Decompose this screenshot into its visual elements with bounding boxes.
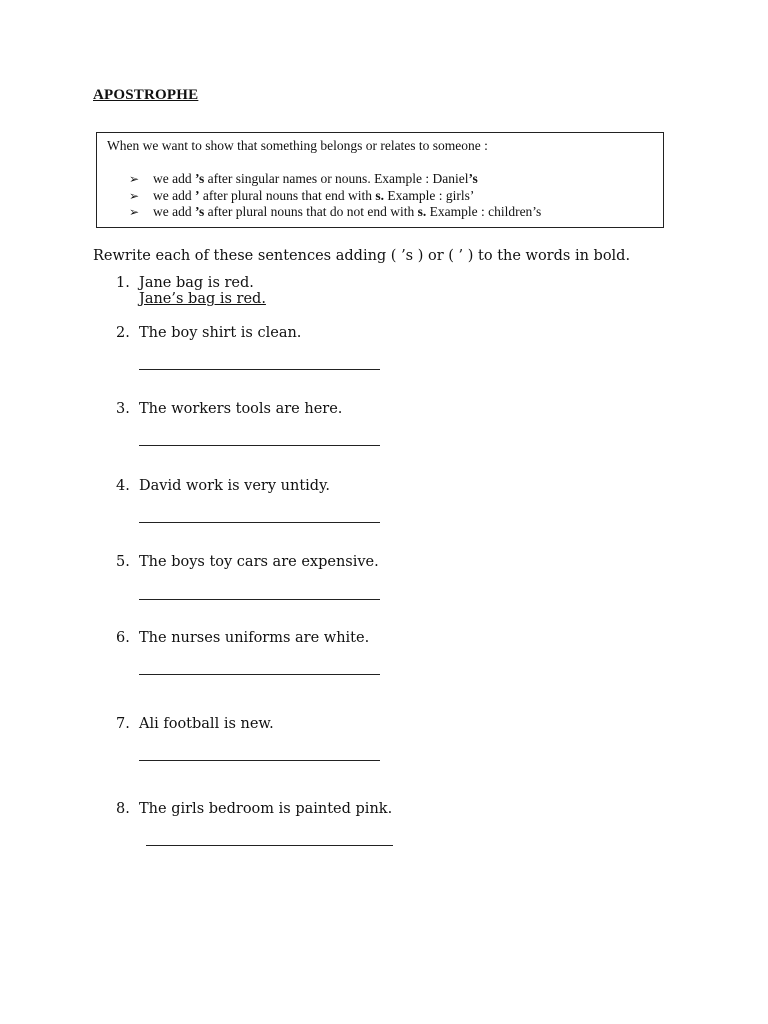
question-5: 5. The boys toy cars are expensive. — [116, 554, 379, 570]
rule-item: ➢ we add ’s after plural nouns that do not end with s. Example : children’s — [129, 204, 542, 219]
answer-line-7[interactable] — [139, 760, 380, 761]
answer-line-6[interactable] — [139, 674, 380, 675]
page-title: APOSTROPHE — [93, 87, 199, 103]
example-answer: Jane’s bag is red. — [139, 291, 266, 307]
arrow-bullet-icon: ➢ — [129, 172, 140, 186]
answer-line-2[interactable] — [139, 369, 380, 370]
question-8: 8. The girls bedroom is painted pink. — [116, 801, 393, 817]
question-3: 3. The workers tools are here. — [116, 401, 343, 417]
question-7: 7. Ali football is new. — [116, 716, 274, 732]
answer-line-8[interactable] — [146, 845, 393, 846]
arrow-bullet-icon: ➢ — [129, 205, 140, 219]
question-1: 1. Jane bag is red. — [116, 275, 254, 291]
rule-intro: When we want to show that something belongs or relates to someone : — [107, 138, 488, 153]
instruction-text: Rewrite each of these sentences adding ( ’s ) or ( ’ ) to the words in bold. — [93, 248, 631, 264]
question-text: The nurses uniforms are white. — [139, 630, 370, 646]
rule-item: ➢ we add ’s after singular names or nouns. Example : Daniel’s — [129, 171, 478, 186]
rule-list — [129, 171, 541, 221]
answer-line-3[interactable] — [139, 445, 380, 446]
arrow-bullet-icon: ➢ — [129, 188, 140, 203]
question-text: The workers tools are here. — [139, 401, 343, 417]
rule-item: ➢ we add ’ after plural nouns that end with s. Example : girls’ — [129, 187, 475, 203]
rule-box — [96, 132, 664, 228]
question-text: The boys toy cars are expensive. — [139, 554, 379, 570]
question-text: Jane bag is red. — [139, 275, 254, 291]
question-text: The girls bedroom is painted pink. — [139, 801, 393, 817]
answer-line-5[interactable] — [139, 599, 380, 600]
question-text: Ali football is new. — [139, 716, 274, 732]
question-2: 2. The boy shirt is clean. — [116, 325, 302, 341]
question-text: The boy shirt is clean. — [139, 325, 302, 341]
question-text: David work is very untidy. — [139, 478, 330, 494]
answer-line-4[interactable] — [139, 522, 380, 523]
question-6: 6. The nurses uniforms are white. — [116, 630, 370, 646]
question-4: 4. David work is very untidy. — [116, 478, 330, 494]
